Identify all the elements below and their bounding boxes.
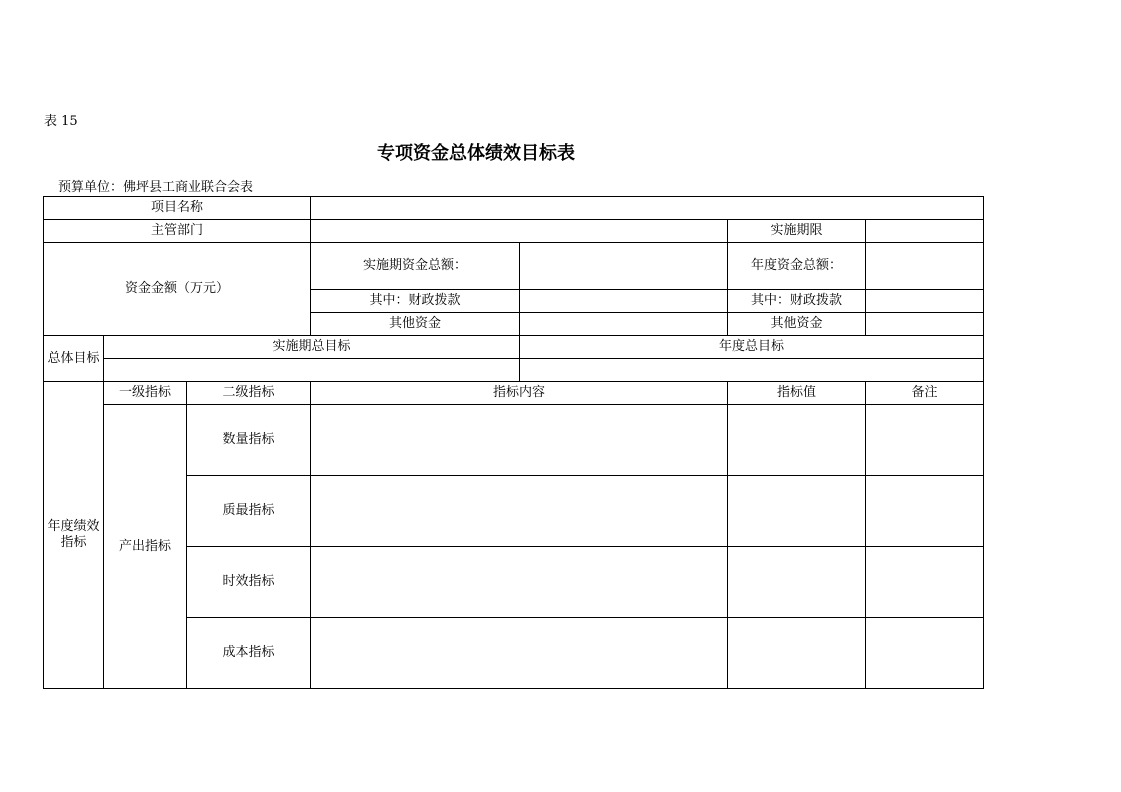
cost-content-field[interactable] <box>311 618 728 689</box>
row-project-name <box>44 197 984 220</box>
fiscal-label-left: 其中：财政拨款 <box>311 290 520 313</box>
fiscal-label-right: 其中：财政拨款 <box>728 290 866 313</box>
fund-amount-label: 资金金额（万元） <box>44 243 311 336</box>
fiscal-field-right[interactable] <box>866 290 984 313</box>
annual-goal-field[interactable] <box>520 359 984 382</box>
annual-goal-header: 年度总目标 <box>520 336 984 359</box>
row-fund-total <box>44 243 984 290</box>
annual-performance-label: 年度绩效指标 <box>44 382 104 689</box>
indicator-content-header: 指标内容 <box>311 382 728 405</box>
quality-indicator-label: 质最指标 <box>187 476 311 547</box>
period-goal-field[interactable] <box>104 359 520 382</box>
period-total-label: 实施期资金总额： <box>311 243 520 290</box>
other-funds-label-left: 其他资金 <box>311 313 520 336</box>
timeliness-note-field[interactable] <box>866 547 984 618</box>
cost-indicator-label: 成本指标 <box>187 618 311 689</box>
other-funds-field-right[interactable] <box>866 313 984 336</box>
quantity-note-field[interactable] <box>866 405 984 476</box>
row-indicator-headers <box>44 382 984 405</box>
fiscal-field-left[interactable] <box>520 290 728 313</box>
quality-content-field[interactable] <box>311 476 728 547</box>
quality-value-field[interactable] <box>728 476 866 547</box>
period-label: 实施期限 <box>728 220 866 243</box>
level1-indicator-header: 一级指标 <box>104 382 187 405</box>
project-name-field[interactable] <box>311 197 984 220</box>
timeliness-value-field[interactable] <box>728 547 866 618</box>
department-field[interactable] <box>311 220 728 243</box>
note-header: 备注 <box>866 382 984 405</box>
cost-note-field[interactable] <box>866 618 984 689</box>
overall-goal-label: 总体目标 <box>44 336 104 382</box>
project-name-label: 项目名称 <box>44 197 311 220</box>
other-funds-label-right: 其他资金 <box>728 313 866 336</box>
quality-note-field[interactable] <box>866 476 984 547</box>
output-indicator-label: 产出指标 <box>104 405 187 689</box>
cost-value-field[interactable] <box>728 618 866 689</box>
period-field[interactable] <box>866 220 984 243</box>
row-goal-headers <box>44 336 984 359</box>
table-number: 表 15 <box>44 114 78 129</box>
period-goal-header: 实施期总目标 <box>104 336 520 359</box>
performance-goal-table <box>43 196 984 689</box>
row-department <box>44 220 984 243</box>
other-funds-field-left[interactable] <box>520 313 728 336</box>
period-total-field[interactable] <box>520 243 728 290</box>
indicator-value-header: 指标值 <box>728 382 866 405</box>
quantity-indicator-label: 数量指标 <box>187 405 311 476</box>
quantity-value-field[interactable] <box>728 405 866 476</box>
annual-total-field[interactable] <box>866 243 984 290</box>
document-title: 专项资金总体绩效目标表 <box>377 143 575 164</box>
department-label: 主管部门 <box>44 220 311 243</box>
row-goal-values <box>44 359 984 382</box>
annual-total-label: 年度资金总额： <box>728 243 866 290</box>
level2-indicator-header: 二级指标 <box>187 382 311 405</box>
quantity-content-field[interactable] <box>311 405 728 476</box>
row-quantity <box>44 405 984 476</box>
timeliness-indicator-label: 时效指标 <box>187 547 311 618</box>
budget-unit-line: 预算单位：佛坪县工商业联合会表 <box>58 180 254 195</box>
timeliness-content-field[interactable] <box>311 547 728 618</box>
